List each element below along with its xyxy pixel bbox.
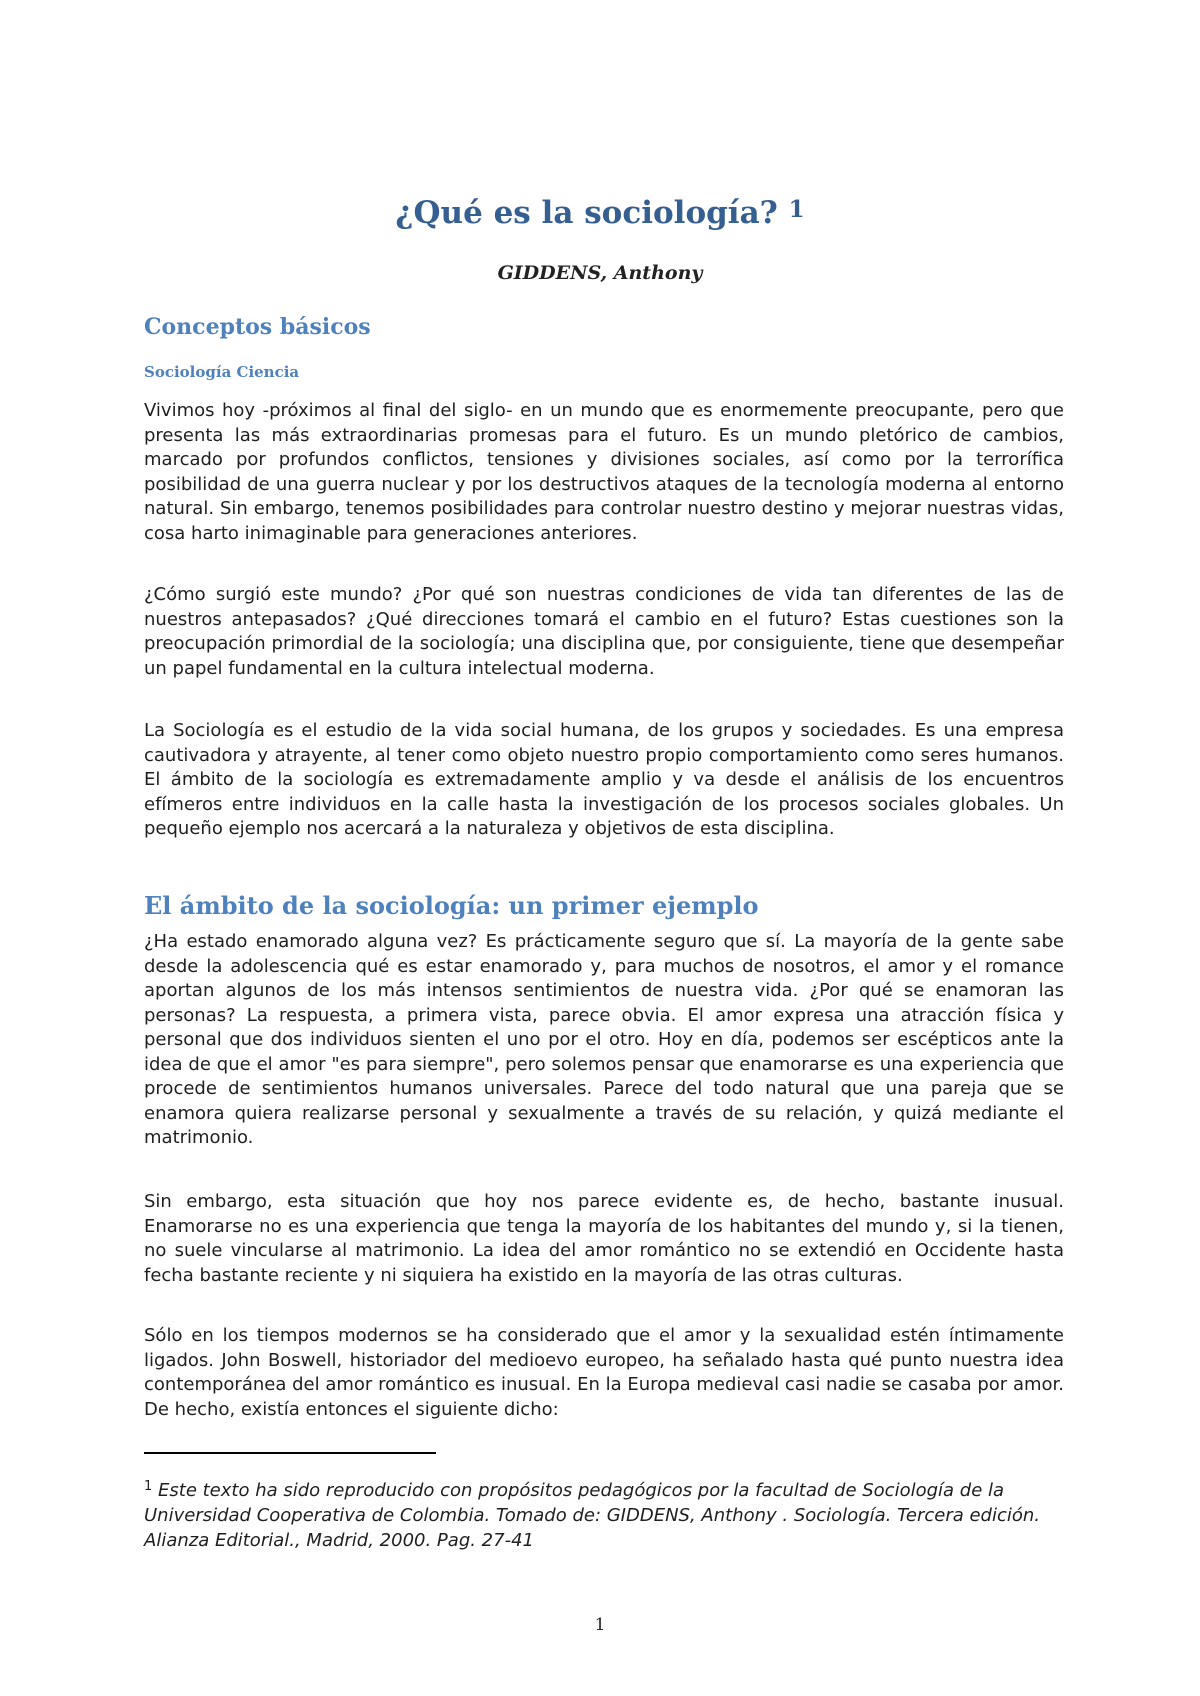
paragraph-5: Sin embargo, esta situación que hoy nos parece evidente es, de hecho, bastante inusual. Enamorarse no es una experiencia que tenga la mayoría de los habitantes del mundo y, si la tienen, no suele vincularse al matrimonio. La idea del amor romántico no se extendió en Occidente hasta fecha bastante reciente y ni siquiera ha existido en la mayoría de las otras culturas. — [144, 1191, 1064, 1286]
document-author: GIDDENS, Anthony — [497, 262, 703, 284]
footnote-text: Este texto ha sido reproducido con propósitos pedagógicos por la facultad de Sociología de la Universidad Cooperativa de Colombia. Tomado de: GIDDENS, Anthony . Sociología. Tercera edición. Alianza Editorial., Madrid, 2000. Pag. 27-41 — [144, 1480, 1041, 1551]
section-heading-conceptos: Conceptos básicos — [144, 314, 371, 340]
section-heading-ambito: El ámbito de la sociología: un primer ejemplo — [144, 891, 759, 920]
subsection-heading-sociologia-ciencia: Sociología Ciencia — [144, 363, 300, 381]
paragraph-3: La Sociología es el estudio de la vida social humana, de los grupos y sociedades. Es una empresa cautivadora y atrayente, al tener como objeto nuestro propio comportamiento como seres humanos. El ámbito de la sociología es extremadamente amplio y va desde el análisis de los encuentros efímeros entre individuos en la calle hasta la investigación de los procesos sociales globales. Un pequeño ejemplo nos acercará a la naturaleza y objetivos de esta disciplina. — [144, 720, 1064, 839]
title-footnote-mark: 1 — [788, 196, 805, 223]
footnote — [144, 1474, 1064, 1553]
paragraph-1: Vivimos hoy -próximos al final del siglo- en un mundo que es enormemente preocupante, pero que presenta las más extraordinarias promesas para el futuro. Es un mundo pletórico de cambios, marcado por profundos conflictos, tensiones y divisiones sociales, así como por la terrorífica posibilidad de una guerra nuclear y por los destructivos ataques de la tecnología moderna al entorno natural. Sin embargo, tenemos posibilidades para controlar nuestro destino y mejorar nuestras vidas, cosa harto inimaginable para generaciones anteriores. — [144, 400, 1064, 544]
paragraph-6: Sólo en los tiempos modernos se ha considerado que el amor y la sexualidad estén íntimamente ligados. John Boswell, historiador del medioevo europeo, ha señalado hasta qué punto nuestra idea contemporánea del amor romántico es inusual. En la Europa medieval casi nadie se casaba por amor. De hecho, existía entonces el siguiente dicho: — [144, 1325, 1064, 1420]
footnote-separator — [144, 1452, 436, 1454]
document-title-text: ¿Qué es la sociología? — [395, 195, 778, 231]
document-title — [0, 195, 1200, 231]
paragraph-4: ¿Ha estado enamorado alguna vez? Es prácticamente seguro que sí. La mayoría de la gente sabe desde la adolescencia qué es estar enamorado y, para muchos de nosotros, el amor y el romance aportan algunos de los más intensos sentimientos de nuestra vida. ¿Por qué se enamoran las personas? La respuesta, a primera vista, parece obvia. El amor expresa una atracción física y personal que dos individuos sienten el uno por el otro. Hoy en día, podemos ser escépticos ante la idea de que el amor "es para siempre", pero solemos pensar que enamorarse es una experiencia que procede de sentimientos humanos universales. Parece del todo natural que una pareja que se enamora quiera realizarse personal y sexualmente a través de su relación, y quizá mediante el matrimonio. — [144, 931, 1064, 1148]
paragraph-2: ¿Cómo surgió este mundo? ¿Por qué son nuestras condiciones de vida tan diferentes de las de nuestros antepasados? ¿Qué direcciones tomará el cambio en el futuro? Estas cuestiones son la preocupación primordial de la sociología; una disciplina que, por consiguiente, tiene que desempeñar un papel fundamental en la cultura intelectual moderna. — [144, 584, 1064, 679]
footnote-mark: 1 — [144, 1479, 153, 1494]
page-number: 1 — [594, 1615, 606, 1635]
